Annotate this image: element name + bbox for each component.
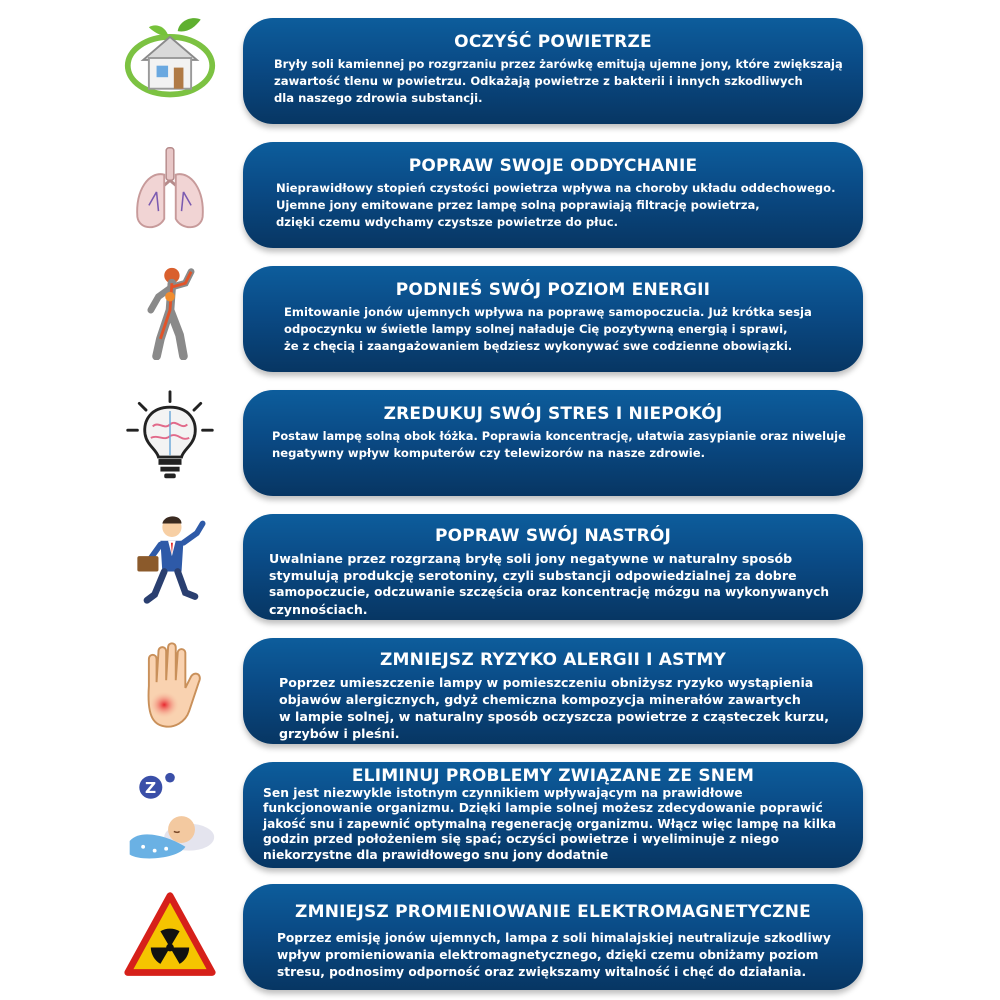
description-line: grzybów i pleśni. xyxy=(279,726,400,741)
description-line: Bryły soli kamiennej po rozgrzaniu przez żarówkę emitują ujemne jony, które zwiększają xyxy=(274,57,843,71)
benefit-card xyxy=(243,142,863,248)
description-line: Nieprawidłowy stopień czystości powietrza wpływa na choroby układu oddechowego. xyxy=(276,181,836,195)
benefit-description xyxy=(264,56,842,107)
description-line: dla naszego zdrowia substancji. xyxy=(274,91,483,105)
human-anatomy-icon xyxy=(120,262,220,362)
benefit-title: ZMNIEJSZ RYZYKO ALERGII I ASTMY xyxy=(380,650,726,670)
benefit-title: POPRAW SWOJE ODDYCHANIE xyxy=(408,156,698,176)
description-line: w lampie solnej, w naturalny sposób oczyszcza powietrze z cząsteczek kurzu, xyxy=(279,709,830,724)
brain-bulb-icon xyxy=(120,386,220,486)
benefit-description xyxy=(269,550,837,618)
description-line: objawów alergicznych, gdyż chemiczna kompozycja minerałów zawartych xyxy=(279,692,801,707)
description-line: jakość snu i zapewnić optymalną regenerację organizmu. Włącz więc lampę na kilka xyxy=(263,816,837,831)
lungs-icon xyxy=(120,140,220,240)
benefit-card xyxy=(243,762,863,868)
benefit-description xyxy=(259,674,847,742)
radiation-warning-icon xyxy=(120,886,220,986)
benefit-description xyxy=(262,180,844,231)
benefit-description xyxy=(266,428,846,462)
benefit-card xyxy=(243,390,863,496)
description-line: negatywny wpływ komputerów czy telewizorów na nasze zdrowie. xyxy=(272,446,706,460)
benefit-title: ZMNIEJSZ PROMIENIOWANIE ELEKTROMAGNETYCZNE xyxy=(295,902,811,922)
description-line: stymulują produkcję serotoniny, czyli substancji odpowiedzialnej za dobre xyxy=(269,568,797,583)
description-line: Sen jest niezwykle istotnym czynnikiem wpływającym na prawidłowe xyxy=(263,786,743,800)
description-line: Uwalniane przez rozgrzaną bryłę soli jony negatywne w naturalny sposób xyxy=(269,551,793,566)
benefit-card xyxy=(243,884,863,990)
benefit-title: OCZYŚĆ POWIETRZE xyxy=(454,32,652,52)
benefit-card xyxy=(243,638,863,744)
description-line: czynnościach. xyxy=(269,602,368,617)
benefit-card xyxy=(243,266,863,372)
description-line: Postaw lampę solną obok łóżka. Poprawia koncentrację, ułatwia zasypianie oraz niweluje xyxy=(272,429,846,443)
description-line: godzin przed położeniem się spać; oczyści powietrze i wyeliminuje z niego xyxy=(263,832,780,847)
benefit-title: ELIMINUJ PROBLEMY ZWIĄZANE ZE SNEM xyxy=(351,766,755,786)
description-line: niekorzystne dla prawidłowego snu jony dodatnie xyxy=(263,847,609,862)
benefit-description xyxy=(254,304,852,355)
description-line: że z chęcią i zaangażowaniem będziesz wykonywać swe codzienne obowiązki. xyxy=(284,339,793,353)
sleeping-baby-icon xyxy=(120,768,220,868)
benefit-card xyxy=(243,18,863,124)
happy-businessman-icon xyxy=(120,510,220,610)
description-line: wpływ promieniowania elektromagnetycznego, dzięki czemu obniżamy poziom xyxy=(277,948,819,962)
description-line: Poprzez emisję jonów ujemnych, lampa z soli himalajskiej neutralizuje szkodliwy xyxy=(277,931,831,945)
description-line: dzięki czemu wdychamy czystsze powietrze do płuc. xyxy=(276,215,618,229)
description-line: Poprzez umieszczenie lampy w pomieszczeniu obniżysz ryzyko wystąpienia xyxy=(279,675,814,690)
benefit-title: ZREDUKUJ SWÓJ STRES I NIEPOKÓJ xyxy=(383,404,723,424)
benefit-title: POPRAW SWÓJ NASTRÓJ xyxy=(434,526,672,546)
description-line: Emitowanie jonów ujemnych wpływa na poprawę samopoczucia. Już krótka sesja xyxy=(284,305,812,319)
description-line: samopoczucie, odczuwanie szczęścia oraz koncentrację mózgu na wykonywanych xyxy=(269,585,830,599)
benefit-card xyxy=(243,514,863,620)
description-line: funkcjonowanie organizmu. Dzięki lampie solnej możesz zdecydowanie poprawić xyxy=(263,801,823,816)
benefit-description xyxy=(263,786,843,863)
description-line: zawartość tlenu w powietrzu. Odkażają powietrze z bakterii i innych szkodliwych xyxy=(274,74,803,88)
benefit-description xyxy=(261,930,845,981)
description-line: stresu, podnosimy odporność oraz zwiększamy witalność i chęć do działania. xyxy=(277,965,807,979)
benefit-title: PODNIEŚ SWÓJ POZIOM ENERGII xyxy=(395,280,711,300)
description-line: odpoczynku w świetle lampy solnej naładuje Cię pozytywną energią i sprawi, xyxy=(284,322,788,336)
irritated-hand-icon xyxy=(120,636,220,736)
eco-house-icon xyxy=(120,8,220,108)
description-line: Ujemne jony emitowane przez lampę solną poprawiają filtrację powietrza, xyxy=(276,198,760,212)
svg-text:Z: Z xyxy=(145,779,157,798)
